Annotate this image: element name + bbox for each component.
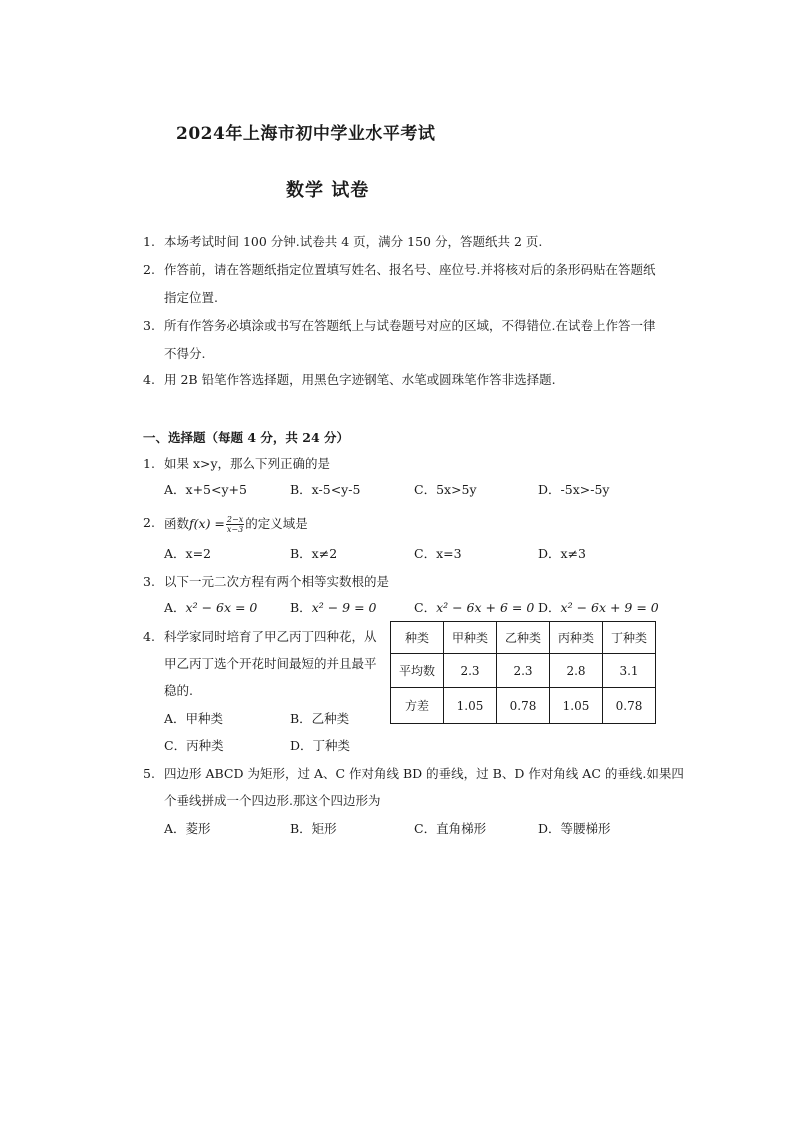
question-stem-line: 稳的. bbox=[164, 683, 193, 698]
option-b bbox=[290, 600, 377, 616]
question-number: 4. bbox=[143, 629, 155, 644]
table-cell: 2.8 bbox=[550, 654, 603, 688]
question-stem-line: 甲乙丙丁选个开花时间最短的并且最平 bbox=[164, 656, 377, 671]
question-stem-line: 四边形 ABCD 为矩形，过 A、C 作对角线 BD 的垂线，过 B、D 作对角线 AC 的垂线.如果四 bbox=[164, 766, 684, 781]
option-c: C．5x>5y bbox=[414, 482, 477, 497]
option-equation: x² − 6x + 6 = 0 bbox=[436, 600, 535, 615]
instruction-number: 1. bbox=[143, 234, 155, 249]
section-title: 一、选择题（每题 4 分，共 24 分） bbox=[143, 430, 350, 445]
question-stem-line: 个垂线拼成一个四边形.那这个四边形为 bbox=[164, 793, 381, 808]
instruction-text: 所有作答务必填涂或书写在答题纸上与试卷题号对应的区域，不得错位.在试卷上作答一律 bbox=[164, 318, 656, 333]
question-number: 3. bbox=[143, 574, 155, 589]
question-stem-line: 科学家同时培育了甲乙丙丁四种花，从 bbox=[164, 629, 377, 644]
option-a: A．甲种类 bbox=[164, 711, 224, 726]
option-b: B．x≠2 bbox=[290, 546, 338, 561]
table-cell: 1.05 bbox=[550, 688, 603, 724]
table-header-cell: 甲种类 bbox=[444, 622, 497, 654]
option-letter: B． bbox=[290, 600, 312, 615]
table-row bbox=[391, 654, 656, 688]
variety-data-table bbox=[390, 621, 656, 724]
table-cell: 平均数 bbox=[391, 654, 444, 688]
option-b: B．矩形 bbox=[290, 821, 337, 836]
option-c: C．直角梯形 bbox=[414, 821, 487, 836]
stem-prefix: 函数 bbox=[164, 516, 190, 531]
table-header-cell: 丁种类 bbox=[603, 622, 656, 654]
exam-subtitle: 数学 试卷 bbox=[286, 180, 370, 201]
option-letter: C． bbox=[414, 600, 437, 615]
option-d bbox=[538, 600, 659, 616]
option-equation: x² − 6x + 9 = 0 bbox=[560, 600, 659, 615]
instruction-text: 不得分. bbox=[164, 346, 206, 361]
table-cell: 1.05 bbox=[444, 688, 497, 724]
table-header-cell: 乙种类 bbox=[497, 622, 550, 654]
instruction-text: 指定位置. bbox=[164, 290, 218, 305]
table-cell: 方差 bbox=[391, 688, 444, 724]
option-letter: A． bbox=[164, 600, 186, 615]
option-equation: x² − 9 = 0 bbox=[311, 600, 377, 615]
table-header-cell: 种类 bbox=[391, 622, 444, 654]
instruction-text: 用 2B 铅笔作答选择题，用黑色字迹钢笔、水笔或圆珠笔作答非选择题. bbox=[164, 372, 556, 387]
table-cell: 0.78 bbox=[497, 688, 550, 724]
instruction-text: 本场考试时间 100 分钟.试卷共 4 页，满分 150 分，答题纸共 2 页. bbox=[164, 234, 543, 249]
function-expression: f(x) = bbox=[189, 516, 225, 531]
question-stem bbox=[164, 515, 308, 534]
option-c: C．丙种类 bbox=[164, 738, 224, 753]
table-header-cell: 丙种类 bbox=[550, 622, 603, 654]
option-c bbox=[414, 600, 534, 616]
instruction-number: 3. bbox=[143, 318, 155, 333]
option-d: D．x≠3 bbox=[538, 546, 586, 561]
option-a: A．菱形 bbox=[164, 821, 211, 836]
table-cell: 2.3 bbox=[497, 654, 550, 688]
question-stem: 以下一元二次方程有两个相等实数根的是 bbox=[164, 574, 390, 589]
fraction bbox=[226, 515, 244, 534]
option-c: C．x=3 bbox=[414, 546, 462, 561]
question-number: 1. bbox=[143, 456, 155, 471]
option-d: D．等腰梯形 bbox=[538, 821, 611, 836]
option-a: A．x+5<y+5 bbox=[164, 482, 247, 497]
fraction-numerator: 2−x bbox=[226, 515, 244, 524]
instruction-text: 作答前，请在答题纸指定位置填写姓名、报名号、座位号.并将核对后的条形码贴在答题纸 bbox=[164, 262, 656, 277]
exam-title: 2024年上海市初中学业水平考试 bbox=[176, 124, 436, 144]
option-b: B．x-5<y-5 bbox=[290, 482, 361, 497]
option-b: B．乙种类 bbox=[290, 711, 350, 726]
option-letter: D． bbox=[538, 600, 561, 615]
question-number: 5. bbox=[143, 766, 155, 781]
option-a: A．x=2 bbox=[164, 546, 212, 561]
instruction-number: 4. bbox=[143, 372, 155, 387]
fraction-denominator: x−3 bbox=[226, 525, 244, 534]
option-equation: x² − 6x = 0 bbox=[185, 600, 258, 615]
stem-suffix: 的定义域是 bbox=[245, 516, 308, 531]
table-header-row bbox=[391, 622, 656, 654]
table-row bbox=[391, 688, 656, 724]
instruction-number: 2. bbox=[143, 262, 155, 277]
table-cell: 3.1 bbox=[603, 654, 656, 688]
option-a bbox=[164, 600, 257, 616]
table-cell: 0.78 bbox=[603, 688, 656, 724]
option-d: D．丁种类 bbox=[290, 738, 351, 753]
question-stem: 如果 x>y，那么下列正确的是 bbox=[164, 456, 331, 471]
option-d: D．-5x>-5y bbox=[538, 482, 610, 497]
table-cell: 2.3 bbox=[444, 654, 497, 688]
question-number: 2. bbox=[143, 515, 155, 530]
